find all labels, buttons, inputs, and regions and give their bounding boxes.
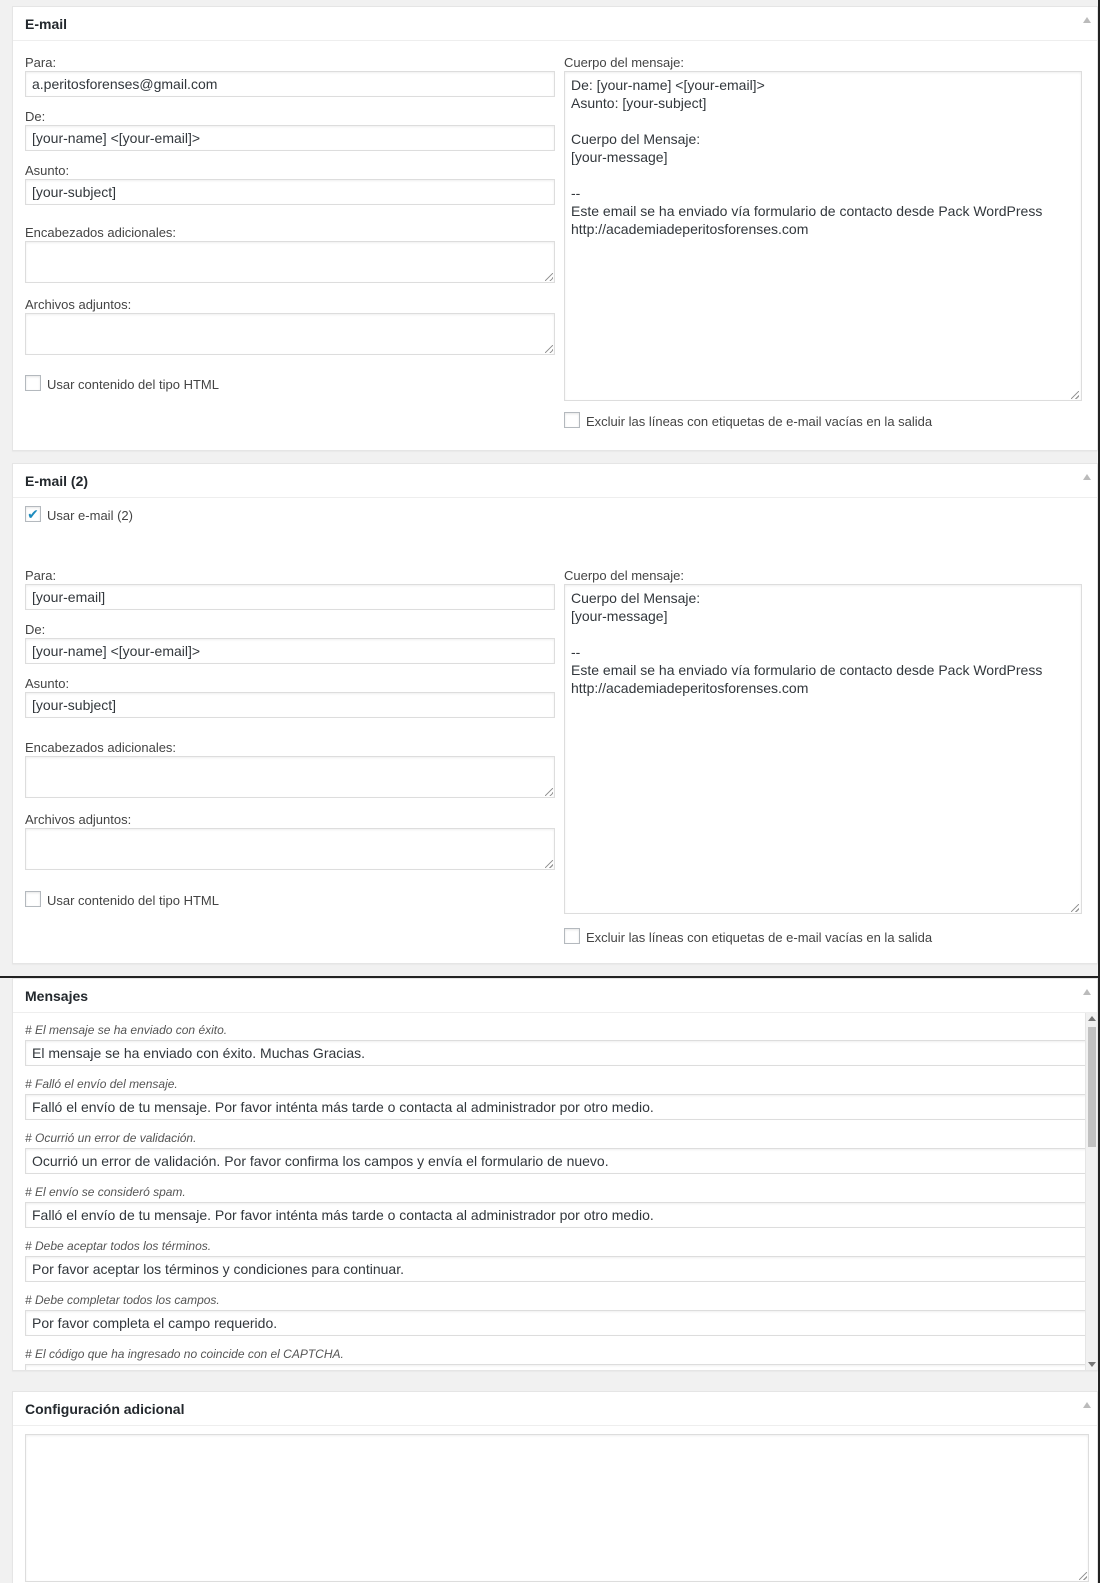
from-input[interactable]: [your-name] <[your-email]> <box>25 125 555 151</box>
resize-grip-icon[interactable] <box>545 345 553 353</box>
html-content-label: Usar contenido del tipo HTML <box>47 377 219 392</box>
collapse-arrow-icon[interactable] <box>1083 989 1091 995</box>
attachments-textarea[interactable] <box>25 828 555 870</box>
resize-grip-icon[interactable] <box>1079 1572 1087 1580</box>
headers-label: Encabezados adicionales: <box>25 740 177 755</box>
scroll-down-arrow-icon[interactable] <box>1088 1362 1096 1367</box>
message-label: # Debe aceptar todos los términos. <box>25 1239 212 1253</box>
subject-input[interactable]: [your-subject] <box>25 692 555 718</box>
resize-grip-icon[interactable] <box>545 788 553 796</box>
to-input[interactable]: [your-email] <box>25 584 555 610</box>
message-label: # Debe completar todos los campos. <box>25 1293 220 1307</box>
resize-grip-icon[interactable] <box>545 860 553 868</box>
message-input[interactable] <box>25 1364 1089 1371</box>
message-input[interactable]: Falló el envío de tu mensaje. Por favor inténta más tarde o contacta al administrador por otro medio. <box>25 1094 1089 1120</box>
mail2-panel-header[interactable] <box>13 464 1097 498</box>
exclude-blank-checkbox[interactable] <box>564 928 580 944</box>
attachments-textarea[interactable] <box>25 313 555 355</box>
message-input[interactable]: Ocurrió un error de validación. Por favor confirma los campos y envía el formulario de nuevo. <box>25 1148 1089 1174</box>
resize-grip-icon[interactable] <box>1071 904 1079 912</box>
mail-panel <box>12 6 1098 451</box>
scroll-up-arrow-icon[interactable] <box>1088 1016 1096 1021</box>
message-input[interactable]: Por favor aceptar los términos y condiciones para continuar. <box>25 1256 1089 1282</box>
additional-settings-panel <box>12 1391 1098 1583</box>
resize-grip-icon[interactable] <box>545 273 553 281</box>
message-label: # El mensaje se ha enviado con éxito. <box>25 1023 228 1037</box>
message-label: # El envío se consideró spam. <box>25 1185 186 1199</box>
message-label: # Falló el envío del mensaje. <box>25 1077 178 1091</box>
mail2-panel <box>12 463 1098 964</box>
html-content-checkbox[interactable] <box>25 375 41 391</box>
use-mail2-checkbox[interactable]: ✔ <box>25 506 41 522</box>
collapse-arrow-icon[interactable] <box>1083 474 1091 480</box>
message-input[interactable]: Falló el envío de tu mensaje. Por favor inténta más tarde o contacta al administrador por otro medio. <box>25 1202 1089 1228</box>
from-label: De: <box>25 109 46 124</box>
messages-panel-title: Mensajes <box>25 987 89 1004</box>
body-label: Cuerpo del mensaje: <box>564 55 684 70</box>
message-input[interactable]: El mensaje se ha enviado con éxito. Muchas Gracias. <box>25 1040 1089 1066</box>
collapse-arrow-icon[interactable] <box>1083 1402 1091 1408</box>
headers-label: Encabezados adicionales: <box>25 225 177 240</box>
subject-input[interactable]: [your-subject] <box>25 179 555 205</box>
body-textarea[interactable]: Cuerpo del Mensaje: [your-message] -- Este email se ha enviado vía formulario de contacto desde Pack WordPress http://academiadeperitosforenses.com <box>564 584 1082 914</box>
messages-panel <box>12 978 1098 1371</box>
use-mail2-label: Usar e-mail (2) <box>47 508 133 523</box>
mail-panel-title: E-mail <box>25 15 68 32</box>
messages-scrollbar[interactable] <box>1085 1013 1097 1370</box>
collapse-arrow-icon[interactable] <box>1083 17 1091 23</box>
html-content-label: Usar contenido del tipo HTML <box>47 893 219 908</box>
html-content-checkbox[interactable] <box>25 891 41 907</box>
exclude-blank-label: Excluir las líneas con etiquetas de e-mail vacías en la salida <box>586 414 933 429</box>
from-label: De: <box>25 622 46 637</box>
body-label: Cuerpo del mensaje: <box>564 568 684 583</box>
messages-panel-header[interactable] <box>13 979 1097 1013</box>
resize-grip-icon[interactable] <box>1071 391 1079 399</box>
additional-settings-header[interactable] <box>13 1392 1097 1426</box>
headers-textarea[interactable] <box>25 241 555 283</box>
headers-textarea[interactable] <box>25 756 555 798</box>
message-label: # El código que ha ingresado no coincide con el CAPTCHA. <box>25 1347 344 1361</box>
exclude-blank-label: Excluir las líneas con etiquetas de e-mail vacías en la salida <box>586 930 933 945</box>
from-input[interactable]: [your-name] <[your-email]> <box>25 638 555 664</box>
attachments-label: Archivos adjuntos: <box>25 297 132 312</box>
message-input[interactable]: Por favor completa el campo requerido. <box>25 1310 1089 1336</box>
body-textarea[interactable]: De: [your-name] <[your-email]> Asunto: [your-subject] Cuerpo del Mensaje: [your-message] -- Este email se ha enviado vía formulario de contacto desde Pack WordPress http://academiadeperitosforenses.com <box>564 71 1082 401</box>
mail-panel-header[interactable] <box>13 7 1097 41</box>
mail2-panel-title: E-mail (2) <box>25 472 89 489</box>
message-label: # Ocurrió un error de validación. <box>25 1131 197 1145</box>
subject-label: Asunto: <box>25 676 70 691</box>
subject-label: Asunto: <box>25 163 70 178</box>
attachments-label: Archivos adjuntos: <box>25 812 132 827</box>
to-label: Para: <box>25 568 57 583</box>
additional-settings-textarea[interactable] <box>25 1434 1089 1582</box>
exclude-blank-checkbox[interactable] <box>564 412 580 428</box>
to-label: Para: <box>25 55 57 70</box>
to-input[interactable]: a.peritosforenses@gmail.com <box>25 71 555 97</box>
additional-settings-title: Configuración adicional <box>25 1400 185 1417</box>
scrollbar-thumb[interactable] <box>1088 1027 1096 1147</box>
